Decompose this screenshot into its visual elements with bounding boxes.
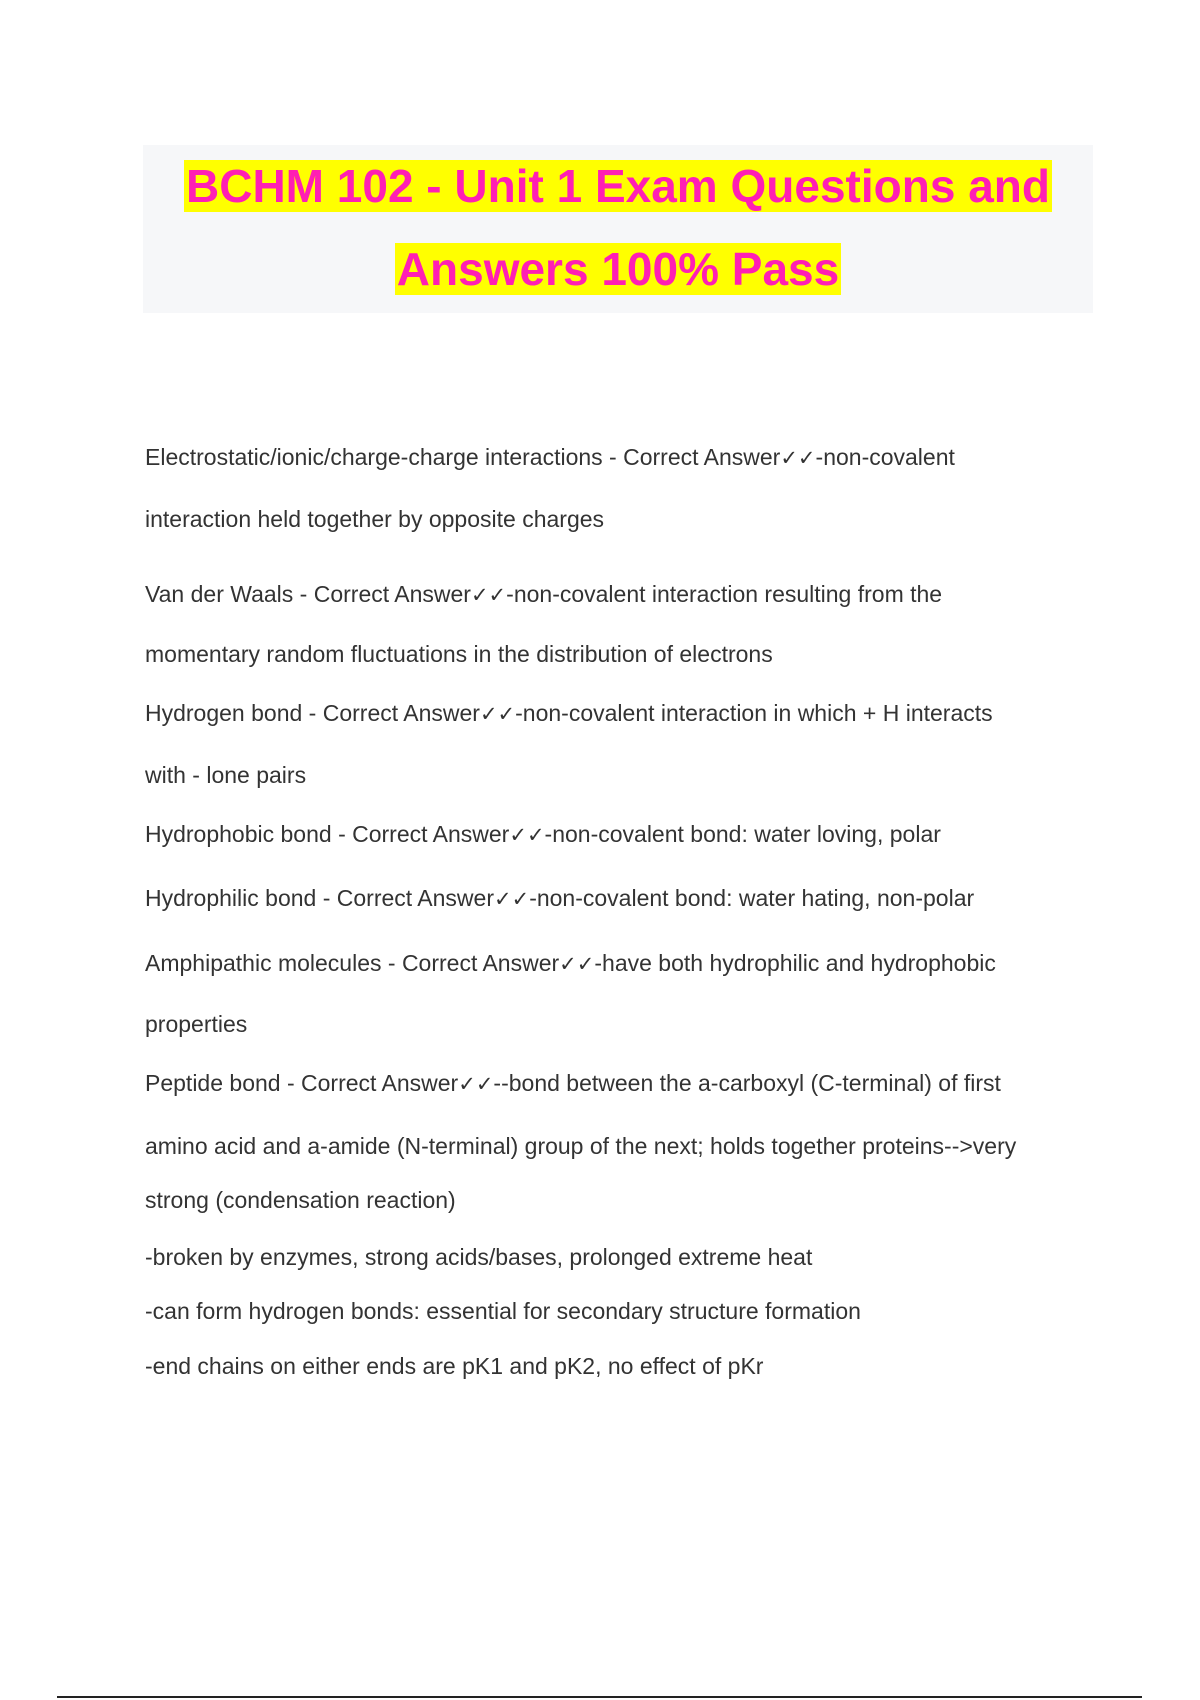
qa-line: [145, 883, 974, 914]
qa-line: [145, 760, 306, 790]
qa-line: [145, 639, 773, 669]
qa-line: [145, 504, 604, 534]
qa-text: amino acid and a-amide (N-terminal) group of the next; holds together proteins-->very: [145, 1133, 1017, 1159]
checkmark-icon: ✓✓: [780, 446, 816, 470]
checkmark-icon: ✓✓: [509, 823, 545, 847]
qa-line: [145, 1131, 1016, 1161]
qa-line: [145, 442, 955, 473]
qa-term: Hydrogen bond - Correct Answer: [145, 700, 480, 726]
checkmark-icon: ✓✓: [493, 887, 530, 911]
qa-line: [145, 1296, 861, 1326]
qa-line: [145, 579, 942, 610]
qa-text: -can form hydrogen bonds: essential for secondary structure formation: [145, 1298, 861, 1324]
qa-text: interaction held together by opposite charges: [145, 506, 605, 532]
qa-line: [145, 1009, 247, 1039]
footer-divider: [57, 1696, 1142, 1698]
qa-term: Peptide bond - Correct Answer: [145, 1070, 459, 1096]
qa-text: -end chains on either ends are pK1 and pK2, no effect of pKr: [145, 1353, 764, 1379]
qa-line: [145, 1185, 456, 1215]
checkmark-icon: ✓✓: [559, 952, 595, 976]
qa-answer: --bond between the a-carboxyl (C-terminal) of first: [493, 1070, 1001, 1096]
title-line-2: Answers 100% Pass: [396, 243, 840, 295]
qa-line: [145, 1242, 812, 1272]
qa-term: Hydrophobic bond - Correct Answer: [145, 821, 510, 847]
qa-text: with - lone pairs: [145, 762, 307, 788]
qa-line: [145, 819, 941, 850]
qa-text: strong (condensation reaction): [145, 1187, 456, 1213]
qa-line: [145, 1351, 763, 1381]
qa-answer: -non-covalent: [815, 444, 955, 470]
qa-text: properties: [145, 1011, 248, 1037]
checkmark-icon: ✓✓: [470, 583, 507, 607]
qa-answer: -non-covalent bond: water loving, polar: [544, 821, 941, 847]
qa-term: Van der Waals - Correct Answer: [145, 581, 471, 607]
qa-answer: -non-covalent interaction in which + H interacts: [515, 700, 993, 726]
qa-term: Amphipathic molecules - Correct Answer: [145, 950, 560, 976]
qa-answer: -have both hydrophilic and hydrophobic: [594, 950, 996, 976]
document-title: [143, 145, 1093, 311]
qa-answer: -non-covalent interaction resulting from the: [506, 581, 943, 607]
qa-line: [145, 1068, 1001, 1099]
title-line-1: BCHM 102 - Unit 1 Exam Questions and: [186, 160, 1050, 212]
qa-line: [145, 948, 996, 979]
checkmark-icon: ✓✓: [479, 702, 516, 726]
qa-line: [145, 698, 993, 729]
qa-term: Electrostatic/ionic/charge-charge interactions - Correct Answer: [145, 444, 781, 470]
qa-term: Hydrophilic bond - Correct Answer: [145, 885, 494, 911]
checkmark-icon: ✓✓: [458, 1072, 494, 1096]
qa-text: momentary random fluctuations in the distribution of electrons: [145, 641, 773, 667]
qa-text: -broken by enzymes, strong acids/bases, prolonged extreme heat: [145, 1244, 813, 1270]
qa-answer: -non-covalent bond: water hating, non-polar: [529, 885, 975, 911]
